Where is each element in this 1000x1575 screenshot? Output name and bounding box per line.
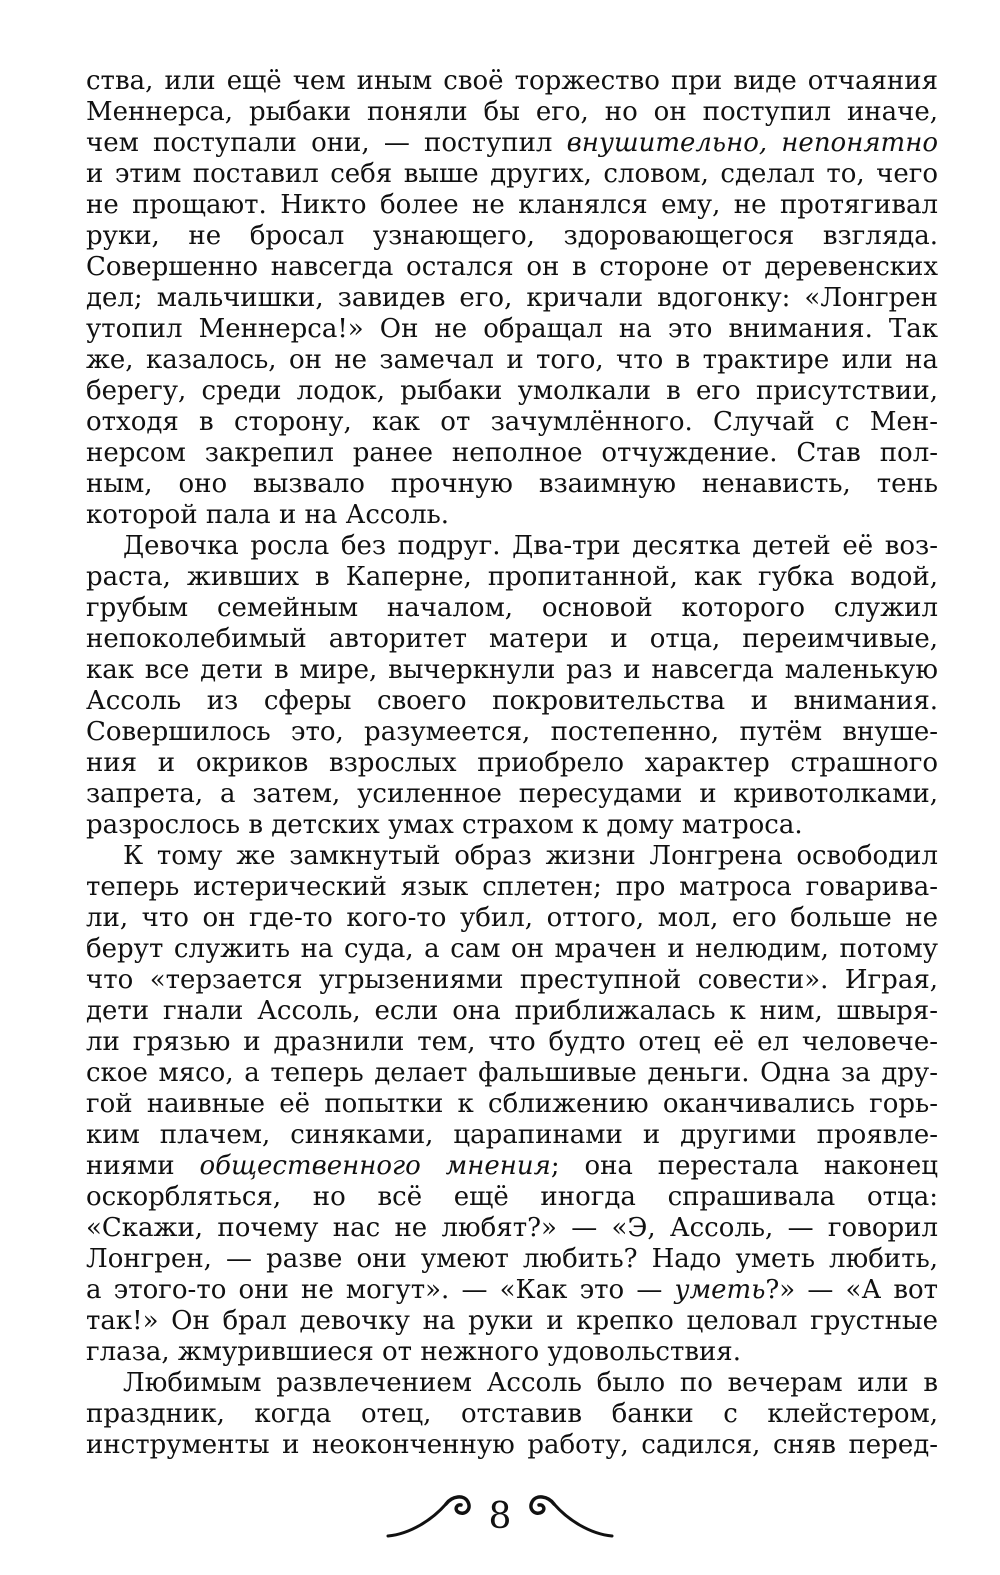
page-number: 8 — [488, 1496, 512, 1537]
text-line: как все дети в мире, вычеркнули раз и навсегда маленькую — [86, 655, 938, 685]
text-line: ли, что он где-то кого-то убил, оттого, мол, его больше не — [86, 903, 938, 933]
right-swirl-icon — [531, 1497, 612, 1536]
text-line: Меннерса, рыбаки поняли бы его, но он поступил иначе, — [86, 97, 938, 127]
italic-emphasis: уметь — [674, 1275, 766, 1305]
paragraph-3 — [86, 841, 938, 1368]
text-line: «Скажи, почему нас не любят?» — «Э, Ассоль, — говорил — [86, 1213, 938, 1243]
text-line: праздник, когда отец, отставив банки с клейстером, — [86, 1399, 938, 1429]
text-line: руки, не бросал узнающего, здоровающегося взгляда. — [86, 221, 938, 251]
text-line: что «терзается угрызениями преступной совести». Играя, — [86, 965, 938, 995]
text-line — [86, 128, 938, 159]
text-run: чем поступали они, — поступил — [86, 128, 567, 158]
text-line: Совершенно навсегда остался он в стороне от деревенских — [86, 252, 938, 282]
paragraph-4 — [86, 1368, 938, 1461]
text-line: Совершилось это, разумеется, постепенно, путём внуше- — [86, 717, 938, 747]
text-line: Любимым развлечением Ассоль было по вечерам или в — [123, 1368, 938, 1398]
text-line: Девочка росла без подруг. Два-три десятка детей её воз- — [123, 531, 938, 561]
text-run: ниями — [86, 1151, 200, 1181]
text-line: которой пала и на Ассоль. — [86, 500, 450, 530]
text-line: Ассоль из сферы своего покровительства и внимания. — [86, 686, 938, 716]
folio-ornament — [380, 1484, 620, 1544]
text-line: ния и окриков взрослых приобрело характер страшного — [86, 748, 938, 778]
text-line: гой наивные её попытки к сближению оканчивались горь- — [86, 1089, 938, 1119]
page-body — [86, 66, 938, 1461]
text-line: оскорбляться, но всё ещё иногда спрашивала отца: — [86, 1182, 938, 1212]
text-line: ли грязью и дразнили тем, что будто отец её ел человече- — [86, 1027, 938, 1057]
paragraph-1 — [86, 66, 938, 531]
text-line: нерсом закрепил ранее неполное отчуждение. Став пол- — [86, 438, 938, 468]
text-line: не прощают. Никто более не кланялся ему, не протягивал — [86, 190, 938, 220]
text-line: ным, оно вызвало прочную взаимную ненависть, тень — [86, 469, 938, 499]
text-line: глаза, жмурившиеся от нежного удовольствия. — [86, 1337, 741, 1367]
page-folio — [0, 1484, 1000, 1544]
text-line: запрета, а затем, усиленное пересудами и кривотолками, — [86, 779, 938, 809]
paragraph-2 — [86, 531, 938, 841]
italic-emphasis: общественного мнения — [199, 1151, 551, 1181]
text-line: ское мясо, а теперь делает фальшивые деньги. Одна за дру- — [86, 1058, 938, 1088]
text-line: и этим поставил себя выше других, словом, сделал то, чего — [86, 159, 938, 189]
text-run: а этого-то они не могут». — «Как это — — [86, 1275, 675, 1305]
text-line: берегу, среди лодок, рыбаки умолкали в его присутствии, — [86, 376, 938, 406]
text-line: отходя в сторону, как от зачумлённого. Случай с Мен- — [86, 407, 938, 437]
text-line: берут служить на суда, а сам он мрачен и нелюдим, потому — [86, 934, 938, 964]
text-line — [86, 1275, 938, 1306]
text-line: же, казалось, он не замечал и того, что в трактире или на — [86, 345, 938, 375]
text-line: грубым семейным началом, основой которого служил — [86, 593, 938, 623]
text-run: ; она перестала наконец — [550, 1151, 938, 1181]
text-run: ?» — «А вот — [765, 1275, 938, 1305]
text-line: ства, или ещё чем иным своё торжество при виде отчаяния — [86, 66, 938, 96]
text-line — [86, 1151, 938, 1182]
text-line: дел; мальчишки, завидев его, кричали вдогонку: «Лонгрен — [86, 283, 938, 313]
text-line: раста, живших в Каперне, пропитанной, как губка водой, — [86, 562, 938, 592]
italic-emphasis: внушительно, непонятно — [566, 128, 938, 158]
text-line: утопил Меннерса!» Он не обращал на это внимания. Так — [86, 314, 938, 344]
text-line: Лонгрен, — разве они умеют любить? Надо уметь любить, — [86, 1244, 938, 1274]
text-line: ким плачем, синяками, царапинами и другими проявле- — [86, 1120, 938, 1150]
text-line: дети гнали Ассоль, если она приближалась к ним, швыря- — [86, 996, 938, 1026]
text-line: разрослось в детских умах страхом к дому матроса. — [86, 810, 803, 840]
text-line: инструменты и неоконченную работу, садился, сняв перед- — [86, 1430, 938, 1460]
text-line: непоколебимый авторитет матери и отца, переимчивые, — [86, 624, 938, 654]
text-line: теперь истерический язык сплетен; про матроса говарива- — [86, 872, 938, 902]
left-swirl-icon — [388, 1497, 469, 1536]
text-line: К тому же замкнутый образ жизни Лонгрена освободил — [123, 841, 938, 871]
text-line: так!» Он брал девочку на руки и крепко целовал грустные — [86, 1306, 938, 1336]
